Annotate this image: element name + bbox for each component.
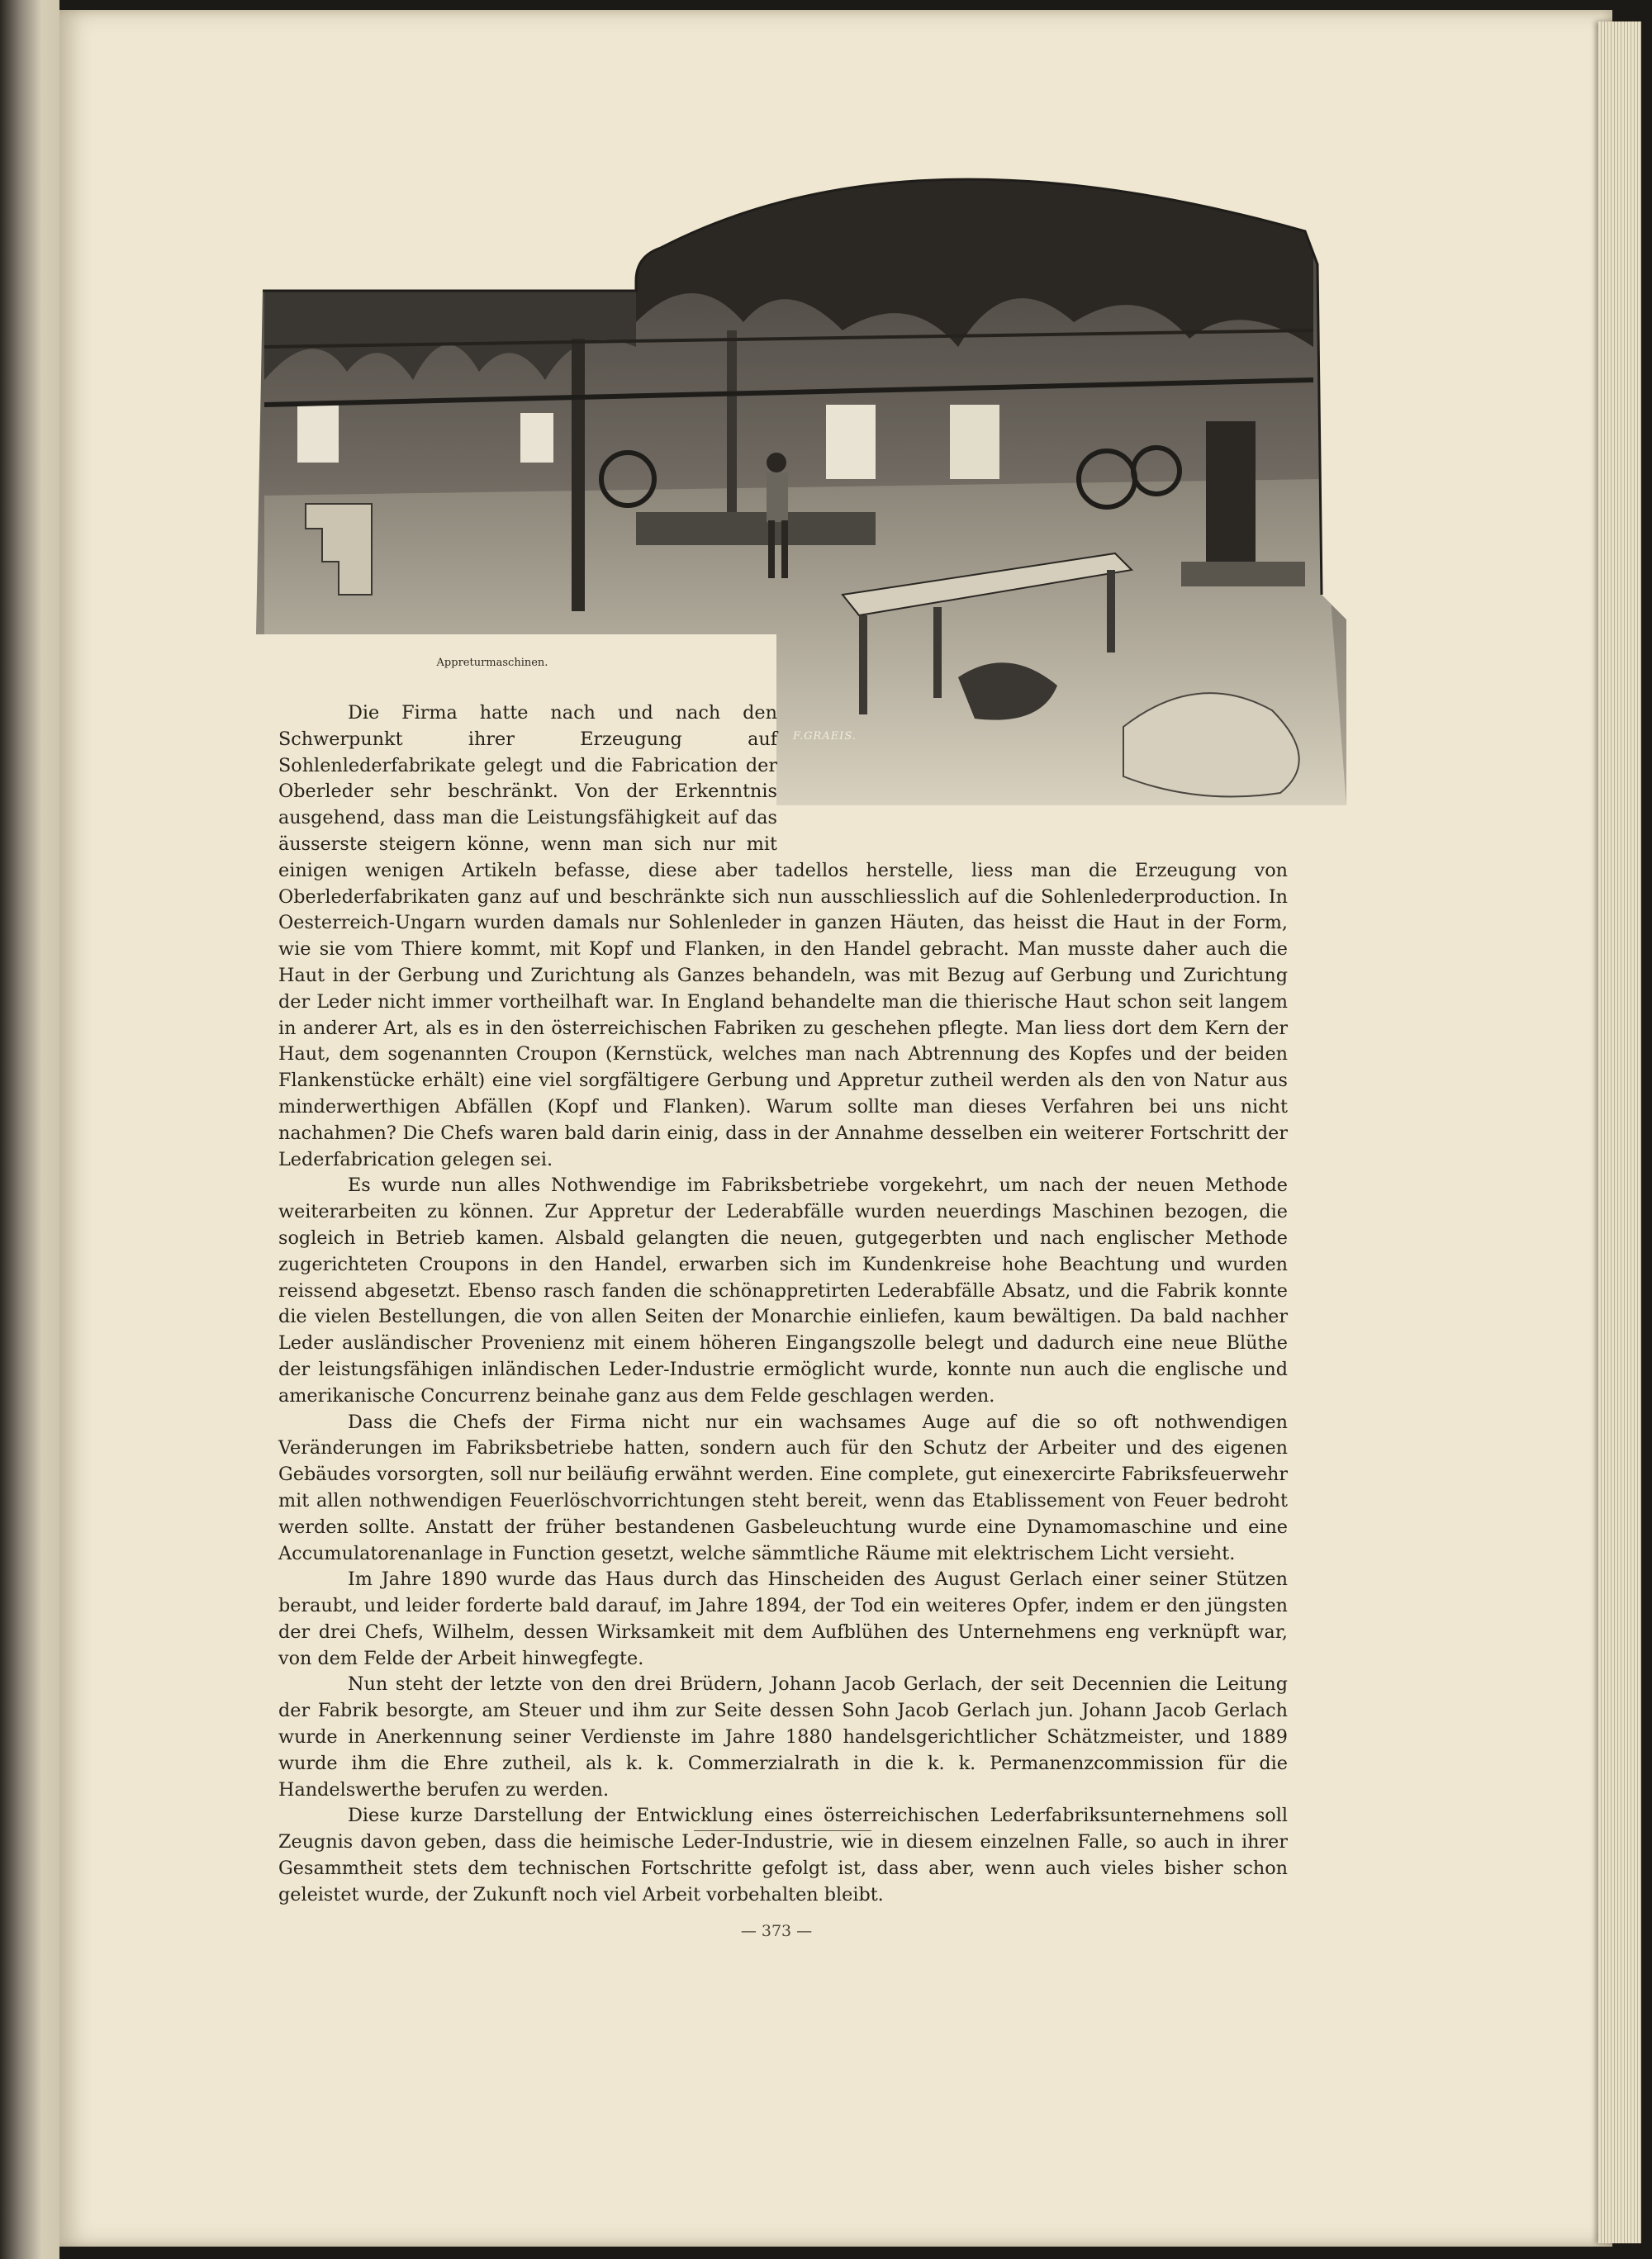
page-number: — 373 — <box>740 1922 813 1940</box>
page-stack-edges <box>1598 21 1641 2243</box>
paragraph: Es wurde nun alles Nothwendige im Fabriksbetriebe vorgekehrt, um nach der neuen Methode weiterarbeiten zu können. Zur Appretur der Lederabfälle wurden neuerdings Maschinen bezogen, die sogleich in Betrieb kamen. Alsbald gelangten die neuen, gutgegerbten und nach englischer Methode zugerichteten Croupons in den Handel, erwarben sich im Kundenkreise hohe Beachtung und wurden reissend abgesetzt. Ebenso rasch fanden die schönappretirten Lederabfälle Absatz, und die Fabrik konnte die vielen Bestellungen, die von allen Seiten der Monarchie einliefen, kaum bewältigen. Da bald nachher Leder ausländischer Provenienz mit einem höheren Eingangszolle belegt und dadurch eine neue Blüthe der leistungsfähigen inländischen Leder-Industrie ermöglicht wurde, konnte nun auch die englische und amerikanische Concurrenz beinahe ganz aus dem Felde geschlagen werden. <box>278 1175 1288 1407</box>
article-body <box>278 700 1288 1909</box>
illustration-wrap-spacer <box>777 700 1288 841</box>
paragraph: Nun steht der letzte von den drei Brüdern, Johann Jacob Gerlach, der seit Decennien die Leitung der Fabrik besorgte, am Steuer und ihm zur Seite dessen Sohn Jacob Gerlach jun. Johann Jacob Gerlach wurde in Anerkennung seiner Verdienste im Jahre 1880 handelsgerichtlicher Schätzmeister, und 1889 wurde ihm die Ehre zutheil, als k. k. Commerzialrath in die k. k. Permanenzcommission für die Handelswerthe berufen zu werden. <box>278 1673 1288 1801</box>
end-rule <box>694 1830 871 1831</box>
paragraph: Diese kurze Darstellung der Entwicklung eines österreichischen Lederfabriksunternehmens soll Zeugnis davon geben, dass die heimische Leder-Industrie, wie in diesem einzelnen Falle, so auch in ihrer Gesammtheit stets dem technischen Fortschritte gefolgt ist, dass aber, wenn auch vieles bisher schon geleistet wurde, der Zukunft noch viel Arbeit vorbehalten bleibt. <box>278 1805 1288 1905</box>
figure-caption: Appreturmaschinen. <box>436 657 548 669</box>
paragraph: Die Firma hatte nach und nach den Schwerpunkt ihrer Erzeugung auf Sohlenlederfabrikate gelegt und die Fabrication der Oberleder sehr beschränkt. Von der Erkenntnis ausgehend, dass man die Leistungsfähigkeit auf das äusserste steigern könne, wenn man sich nur mit einigen wenigen Artikeln befasse, diese aber tadellos herstelle, liess man die Erzeugung von Oberlederfabrikaten ganz auf und beschränkte sich nun ausschliesslich auf die Sohlenlederproduction. In Oesterreich-Ungarn wurden damals nur Sohlenleder in ganzen Häuten, das heisst die Haut in der Form, wie sie vom Thiere kommt, mit Kopf und Flanken, in den Handel gebracht. Man musste daher auch die Haut in der Gerbung und Zurichtung als Ganzes behandeln, was mit Bezug auf Gerbung und Zurichtung der Leder nicht immer vortheilhaft war. In England behandelte man die thierische Haut schon seit langem in anderer Art, als es in den österreichischen Fabriken zu geschehen pflegte. Man liess dort dem Kern der Haut, dem sogenannten Croupon (Kernstück, welches man nach Abtrennung des Kopfes und der beiden Flankenstücke erhält) eine viel sorgfältigere Gerbung und Appretur zutheil werden als den von Natur aus minderwerthigen Abfällen (Kopf und Flanken). Warum sollte man dieses Verfahren bei uns nicht nachahmen? Die Chefs waren bald darin einig, dass in der Annahme desselben ein weiterer Fortschritt der Lederfabrication gelegen sei. <box>278 702 1288 1170</box>
paragraph: Im Jahre 1890 wurde das Haus durch das Hinscheiden des August Gerlach einer seiner Stützen beraubt, und leider forderte bald darauf, im Jahre 1894, der Tod ein weiteres Opfer, indem er den jüngsten der drei Chefs, Wilhelm, dessen Wirksamkeit mit dem Aufblühen des Unternehmens eng verknüpft war, von dem Felde der Arbeit hinwegfegte. <box>278 1568 1288 1669</box>
illustrator-signature: F.GRAEIS. <box>793 730 857 743</box>
paragraph: Dass die Chefs der Firma nicht nur ein wachsames Auge auf die so oft nothwendigen Veränderungen im Fabriksbetriebe hatten, sondern auch für den Schutz der Arbeiter und des eigenen Gebäudes vorsorgten, soll nur beiläufig erwähnt werden. Eine complete, gut einexercirte Fabriksfeuerwehr mit allen nothwendigen Feuerlöschvorrichtungen steht bereit, wenn das Etablissement von Feuer bedroht werden sollte. Anstatt der früher bestandenen Gasbeleuchtung wurde eine Dynamomaschine und eine Accumulatorenanlage in Function gesetzt, welche sämmtliche Räume mit elektrischem Licht versieht. <box>278 1411 1288 1564</box>
left-page-edge <box>0 0 59 2259</box>
